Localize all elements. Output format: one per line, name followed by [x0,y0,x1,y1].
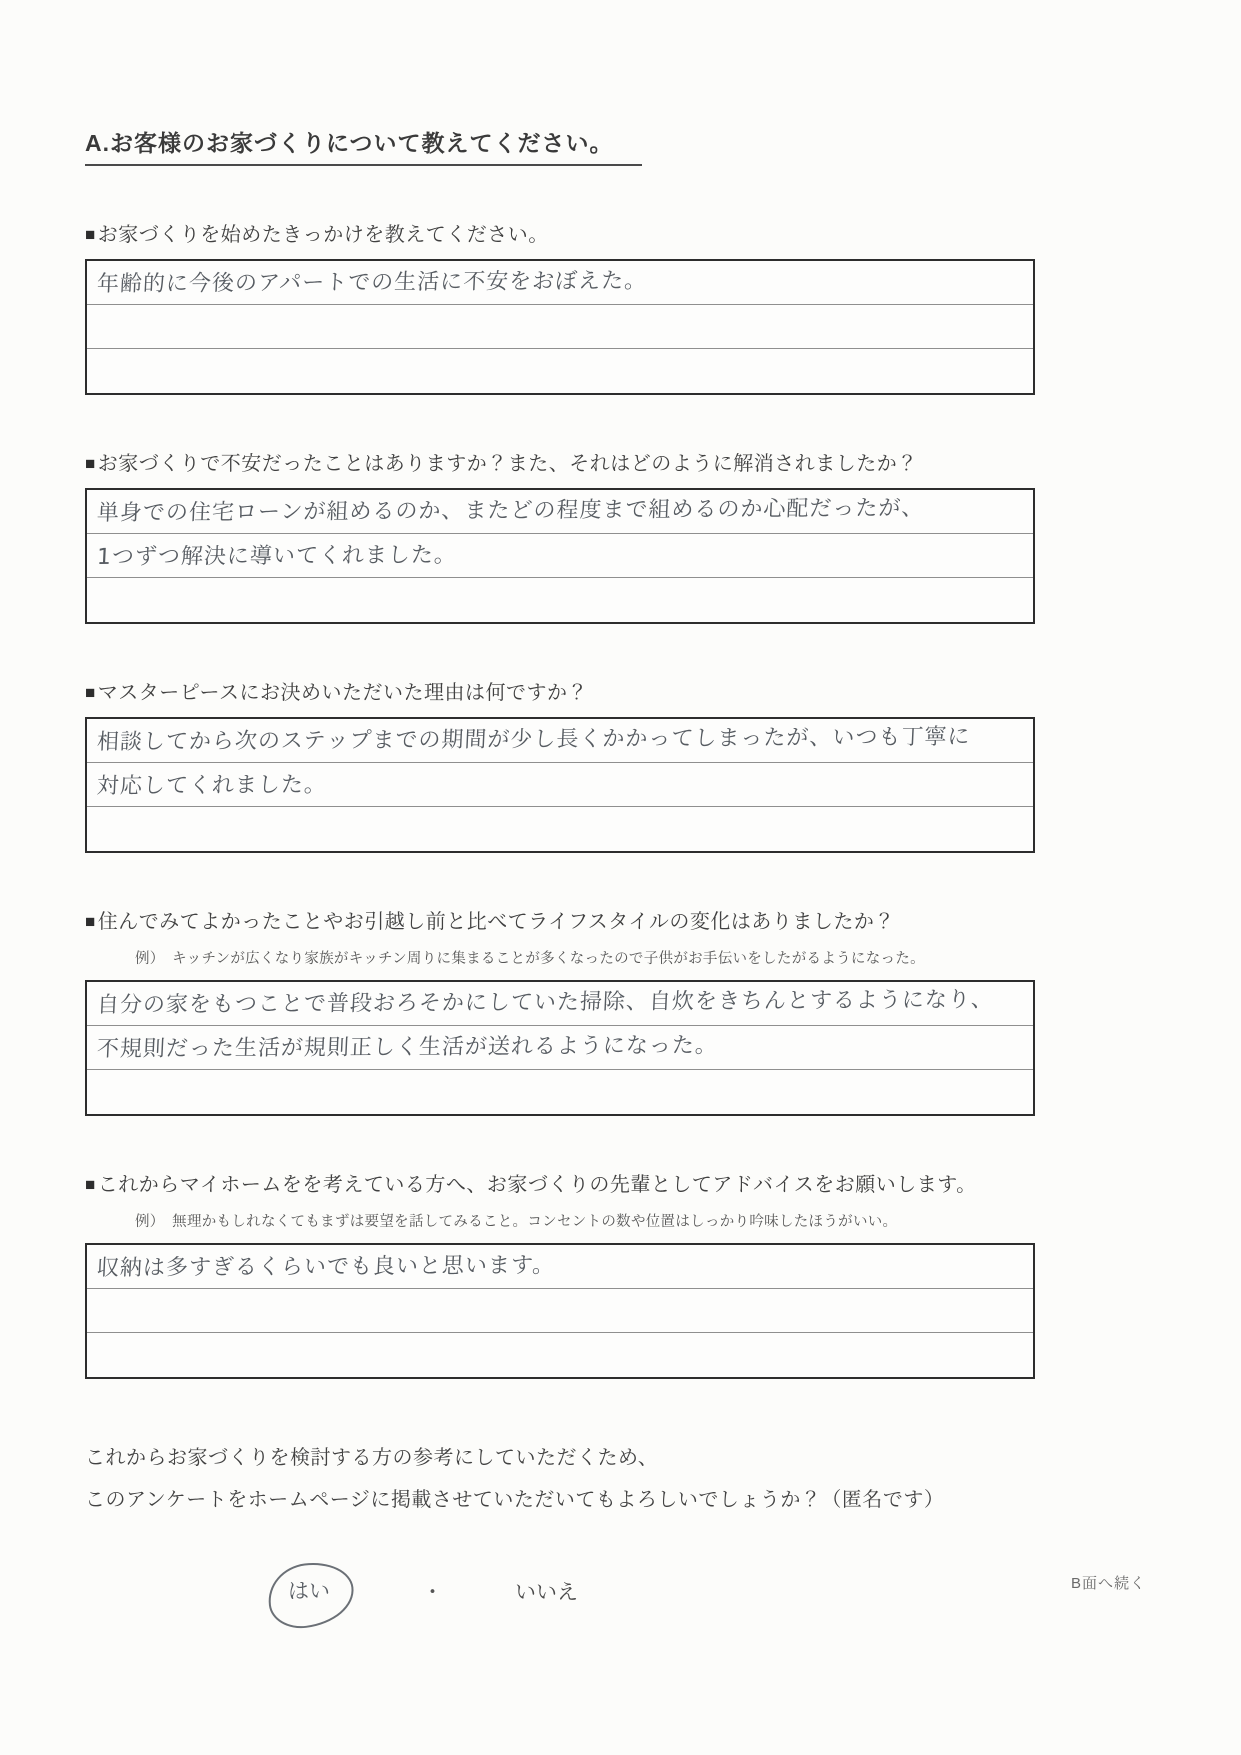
consent-line-2: このアンケートをホームページに掲載させていただいてもよろしいでしょうか？（匿名です） [85,1489,945,1511]
continue-to-side-b-note: B面へ続く [1070,1575,1146,1592]
square-bullet-icon: ■ [85,912,96,931]
answer-row[interactable] [87,982,1033,1026]
answer-row[interactable] [87,1289,1033,1333]
answer-row[interactable] [87,578,1033,622]
option-no[interactable]: いいえ [515,1581,578,1604]
question-block-2 [85,447,1156,624]
square-bullet-icon: ■ [85,454,96,473]
answer-row[interactable] [87,1026,1033,1070]
option-separator: ・ [422,1581,443,1604]
answer-row[interactable] [87,534,1033,578]
section-title: A.お客様のお家づくりについて教えてください。 [85,125,642,166]
answer-row[interactable] [87,1333,1033,1377]
answer-box-2[interactable] [85,488,1035,624]
question-block-3 [85,676,1156,853]
square-bullet-icon: ■ [85,1175,96,1194]
handwritten-answer: 単身での住宅ローンが組めるのか、またどの程度まで組めるのか心配だったが、 [96,495,926,527]
question-1-label [85,218,1156,247]
answer-box-5[interactable] [85,1243,1035,1379]
question-3-label [85,676,1156,705]
question-4-text: 住んでみてよかったことやお引越し前と比べてライフスタイルの変化はありましたか？ [97,911,895,933]
question-2-label [85,447,1156,476]
answer-row[interactable] [87,1070,1033,1114]
consent-options [270,1567,1156,1615]
square-bullet-icon: ■ [85,225,96,244]
handwritten-answer: 収納は多すぎるくらいでも良いと思います。 [96,1253,556,1282]
question-4-label [85,905,1156,934]
handwritten-answer: 相談してから次のステップまでの期間が少し長くかかってしまったが、いつも丁寧に [96,724,972,756]
answer-row[interactable] [87,763,1033,807]
answer-box-4[interactable] [85,980,1035,1116]
question-5-text: これからマイホームをを考えている方へ、お家づくりの先輩としてアドバイスをお願いします。 [97,1174,977,1196]
question-2-text: お家づくりで不安だったことはありますか？また、それはどのように解消されましたか？ [97,453,918,475]
handwritten-answer: 1つずつ解決に導いてくれました。 [96,542,458,571]
option-yes-label: はい [288,1580,330,1603]
question-4-example: 例） キッチンが広くなり家族がキッチン周りに集まることが多くなったので子供がお手伝いをしたがるようになった。 [135,951,925,967]
answer-row[interactable] [87,349,1033,393]
question-3-text: マスターピースにお決めいただいた理由は何ですか？ [97,682,588,704]
answer-row[interactable] [87,719,1033,763]
answer-row[interactable] [87,261,1033,305]
answer-row[interactable] [87,807,1033,851]
question-5-example: 例） 無理かもしれなくてもまずは要望を話してみること。コンセントの数や位置はしっかり吟味したほうがいい。 [135,1214,898,1230]
answer-box-3[interactable] [85,717,1035,853]
answer-row[interactable] [87,490,1033,534]
question-5-label [85,1168,1156,1197]
question-block-1 [85,218,1156,395]
option-yes[interactable] [270,1567,354,1615]
handwritten-answer: 対応してくれました。 [96,772,328,800]
answer-row[interactable] [87,305,1033,349]
consent-statement [85,1437,1156,1521]
question-block-5 [85,1168,1156,1379]
answer-box-1[interactable] [85,259,1035,395]
question-block-4 [85,905,1156,1116]
handwritten-answer: 自分の家をもつことで普段おろそかにしていた掃除、自炊をきちんとするようになり、 [96,987,995,1019]
square-bullet-icon: ■ [85,683,96,702]
answer-row[interactable] [87,1245,1033,1289]
handwritten-answer: 年齢的に今後のアパートでの生活に不安をおぼえた。 [96,268,648,298]
handwritten-answer: 不規則だった生活が規則正しく生活が送れるようになった。 [96,1033,719,1063]
question-1-text: お家づくりを始めたきっかけを教えてください。 [97,224,549,246]
consent-line-1: これからお家づくりを検討する方の参考にしていただくため、 [85,1447,659,1469]
